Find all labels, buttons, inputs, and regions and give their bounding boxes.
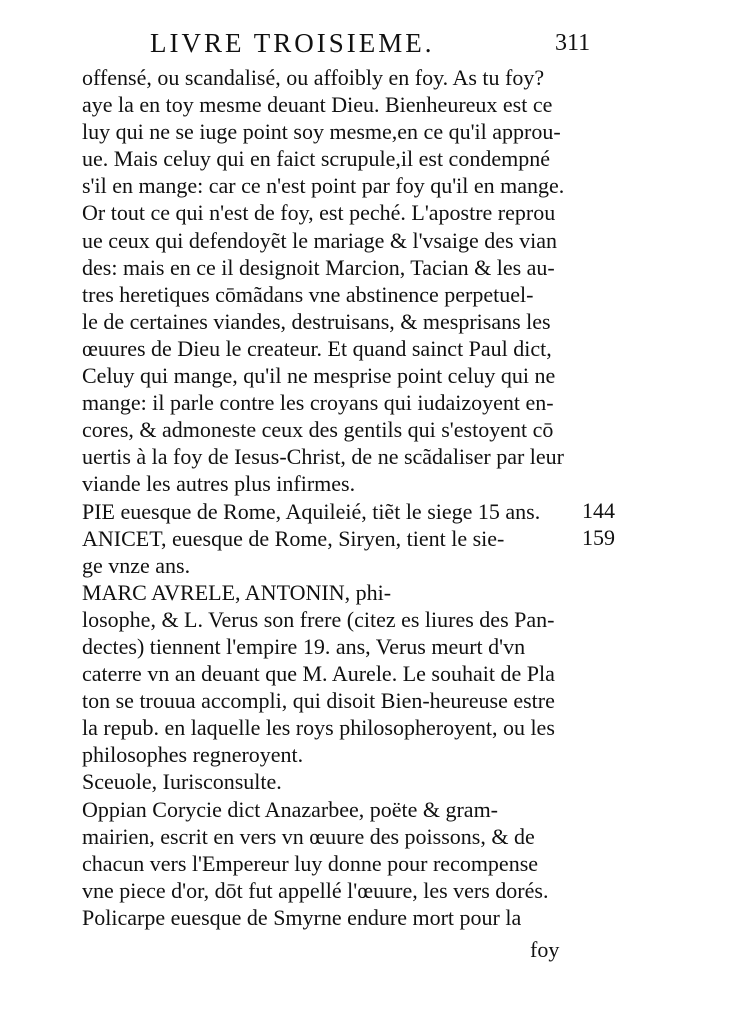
text-line: ue ceux qui defendoyẽt le mariage & l'vsaige des vian bbox=[82, 227, 557, 253]
text-line: cores, & admoneste ceux des gentils qui s'estoyent cō bbox=[82, 417, 554, 443]
text-line: Oppian Corycie dict Anazarbee, poëte & gram- bbox=[82, 796, 499, 822]
text-line: la repub. en laquelle les roys philosopheroyent, ou les bbox=[82, 715, 555, 741]
margin-years bbox=[582, 497, 652, 551]
text-line: chacun vers l'Empereur luy donne pour recompense bbox=[82, 850, 539, 876]
text-line: œuures de Dieu le createur. Et quand sainct Paul dict, bbox=[82, 335, 552, 361]
text-line: caterre vn an deuant que M. Aurele. Le souhait de Pla bbox=[82, 661, 555, 687]
text-line: ue. Mais celuy qui en faict scrupule,il est condempné bbox=[82, 146, 550, 172]
text-line: viande les autres plus infirmes. bbox=[82, 471, 356, 497]
text-line: losophe, & L. Verus son frere (citez es liures des Pan- bbox=[82, 606, 555, 632]
text-line: uertis à la foy de Iesus-Christ, de ne scãdaliser par leur bbox=[82, 444, 564, 470]
body-text bbox=[82, 64, 572, 931]
text-line: MARC AVRELE, ANTONIN, phi- bbox=[82, 579, 392, 605]
text-line: des: mais en ce il designoit Marcion, Tacian & les au- bbox=[82, 254, 555, 280]
text-line: PIE euesque de Rome, Aquileié, tiẽt le siege 15 ans. bbox=[82, 498, 541, 524]
text-line: s'il en mange: car ce n'est point par foy qu'il en mange. bbox=[82, 173, 565, 199]
text-line: ge vnze ans. bbox=[82, 552, 191, 578]
text-line: ton se trouua accompli, qui disoit Bien-heureuse estre bbox=[82, 688, 555, 714]
text-line: vne piece d'or, dōt fut appellé l'œuure, les vers dorés. bbox=[82, 877, 549, 903]
text-line: ANICET, euesque de Rome, Siryen, tient le sie- bbox=[82, 525, 505, 551]
margin-year: 159 bbox=[582, 525, 615, 551]
text-line: Or tout ce qui n'est de foy, est peché. L'apostre reprou bbox=[82, 200, 556, 226]
text-line: philosophes regneroyent. bbox=[82, 742, 304, 768]
text-line: offensé, ou scandalisé, ou affoibly en foy. As tu foy? bbox=[82, 65, 545, 90]
text-line: Celuy qui mange, qu'il ne mesprise point celuy qui ne bbox=[82, 363, 556, 389]
text-line: le de certaines viandes, destruisans, & mesprisans les bbox=[82, 308, 551, 334]
margin-year: 144 bbox=[582, 498, 615, 523]
text-line: mairien, escrit en vers vn œuure des poissons, & de bbox=[82, 823, 535, 849]
text-line: Sceuole, Iurisconsulte. bbox=[82, 769, 282, 795]
catchword: foy bbox=[530, 937, 560, 962]
page-number: 311 bbox=[555, 30, 591, 56]
text-line: luy qui ne se iuge point soy mesme,en ce qu'il approu- bbox=[82, 119, 561, 145]
text-line: tres heretiques cōmãdans vne abstinence perpetuel- bbox=[82, 281, 534, 307]
text-line: aye la en toy mesme deuant Dieu. Bienheureux est ce bbox=[82, 92, 553, 118]
running-title: LIVRE TROISIEME. bbox=[150, 28, 435, 58]
text-line: Policarpe euesque de Smyrne endure mort pour la bbox=[82, 904, 522, 930]
text-line: dectes) tiennent l'empire 19. ans, Verus meurt d'vn bbox=[82, 633, 526, 659]
text-line: mange: il parle contre les croyans qui iudaizoyent en- bbox=[82, 390, 554, 416]
